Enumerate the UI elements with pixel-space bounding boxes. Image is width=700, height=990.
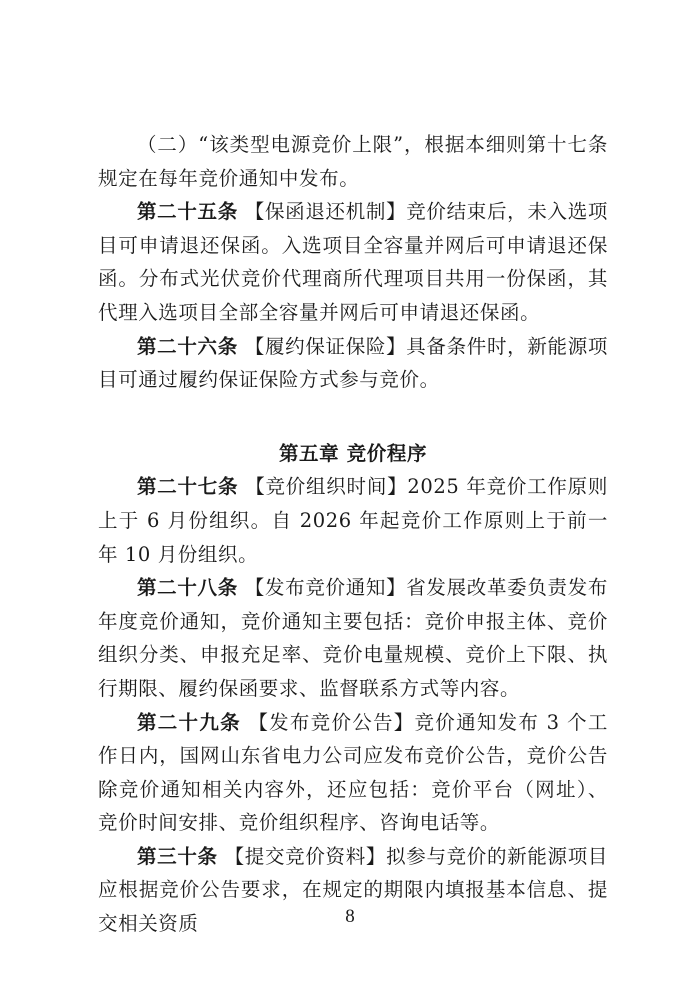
paragraph-article-28 — [98, 571, 608, 705]
paragraph-text: 【保函退还机制】竞价结束后，未入选项目可申请退还保函。入选项目全容量并网后可申请退还保函。分布式光伏竞价代理商所代理项目共用一份保函，其代理入选项目全部全容量并网后可申请退还保函。 — [98, 200, 608, 324]
paragraph-text: 【履约保证保险】具备条件时，新能源项目可通过履约保证保险方式参与竞价。 — [98, 334, 608, 392]
paragraph-subitem-2 — [98, 128, 608, 195]
paragraph-text: （二）“该类型电源竞价上限”，根据本细则第十七条规定在每年竞价通知中发布。 — [98, 133, 608, 190]
article-number: 第二十八条 — [137, 576, 238, 600]
paragraph-text: 【提交竞价资料】拟参与竞价的新能源项目应根据竞价公告要求，在规定的期限内填报基本信息、提交相关资质 — [98, 844, 608, 936]
article-number: 第二十七条 — [137, 475, 239, 499]
paragraph-article-27 — [98, 470, 608, 571]
article-separator — [238, 576, 245, 599]
paragraph-text: 【发布竞价公告】竞价通知发布 3 个工作日内，国网山东省电力公司应发布竞价公告，竞价公告除竞价通知相关内容外，还应包括：竞价平台（网址）、竞价时间安排、竞价组织程序、咨询电话等。 — [98, 710, 608, 835]
article-number: 第二十九条 — [137, 710, 241, 734]
paragraph-article-26 — [98, 330, 608, 397]
article-number: 第二十六条 — [137, 334, 238, 358]
article-number: 第二十五条 — [137, 200, 238, 224]
chapter-title: 第五章 竞价程序 — [278, 441, 428, 465]
article-separator — [238, 200, 245, 223]
article-separator — [238, 335, 245, 358]
paragraph-text: 【发布竞价通知】省发展改革委负责发布年度竞价通知，竞价通知主要包括：竞价申报主体、竞价组织分类、申报充足率、竞价电量规模、竞价上下限、执行期限、履约保函要求、监督联系方式等内容。 — [98, 576, 608, 700]
article-separator — [218, 845, 225, 868]
page-number: 8 — [345, 906, 355, 927]
document-body — [98, 128, 608, 941]
paragraph-text: 【竞价组织时间】2025 年竞价工作原则上于 6 月份组织。自 2026 年起竞价工作原则上于前一年 10 月份组织。 — [98, 475, 608, 566]
article-number: 第三十条 — [137, 844, 218, 868]
paragraph-article-29 — [98, 706, 608, 840]
paragraph-article-25 — [98, 195, 608, 329]
